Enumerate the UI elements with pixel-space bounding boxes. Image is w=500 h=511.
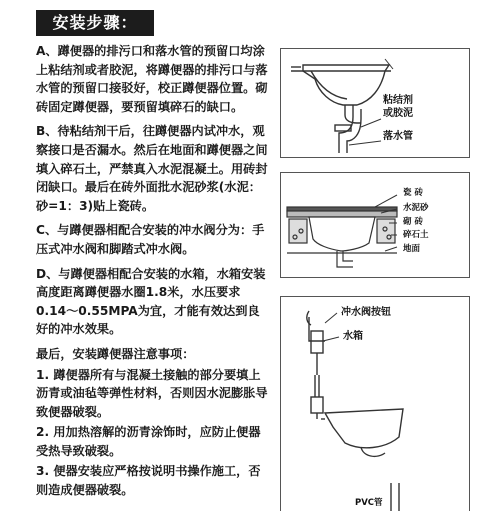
flush-valve-diagram: [281, 297, 469, 511]
label-gravel: 碎石土: [403, 230, 429, 240]
step-c: C、与蹲便器相配合安装的冲水阀分为：手压式冲水阀和脚踏式冲水阀。: [36, 223, 265, 256]
note-item-2: 2. 用加热溶解的沥青涂饰时，应防止便器受热导致破裂。: [36, 425, 261, 458]
label-flush-button: 冲水阀按钮: [341, 307, 391, 318]
label-ground: 地面: [403, 244, 421, 254]
label-drain-pipe: 落水管: [383, 131, 413, 142]
page-title: 安装步骤：: [36, 10, 154, 36]
floor-section-diagram: [281, 173, 469, 277]
label-glue: 粘结剂: [383, 95, 413, 106]
figure-floor-section: [280, 172, 470, 278]
label-glue-2: 或胶泥: [383, 108, 413, 119]
instruction-text: [36, 42, 270, 502]
step-d: D、与蹲便器相配合安装的水箱，水箱安装高度距离蹲便器水圈1.8米，水压要求0.14～0.55MPA为宜，才能有效达到良好的冲水效果。: [36, 266, 266, 337]
label-tile: 瓷 砖: [403, 188, 423, 198]
note-item-1: 1. 蹲便器所有与混凝土接触的部分要填上沥青或油毡等弹性材料，否则因水泥膨胀导致便器破裂。: [36, 367, 268, 419]
step-a: A、蹲便器的排污口和落水管的预留口均涂上粘结剂或者胶泥，将蹲便器的排污口与落水管的预留口接驳好，校正蹲便器位置。砌砖固定蹲便器，要预留填碎石的缺口。: [36, 44, 268, 114]
note-item-3: 3. 便器安装应严格按说明书操作施工，否则造成便器破裂。: [36, 464, 261, 498]
label-brick: 砌 砖: [403, 217, 423, 227]
label-water-tank: 水箱: [343, 331, 363, 342]
notes-heading: 最后，安装蹲便器注意事项：: [36, 346, 195, 361]
label-pvc-pipe: PVC管: [355, 498, 383, 508]
step-b: B、待粘结剂干后，往蹲便器内试冲水，观察接口是否漏水。然后在地面和蹲便器之间填入碎石土，严禁真入水泥混凝土。用砖封闭缺口。最后在砖外面批水泥砂浆(水泥：砂=1：3)贴上瓷砖。: [36, 124, 268, 213]
label-mortar: 水泥砂: [403, 203, 429, 213]
figure-drain-connection: [280, 48, 470, 158]
drain-diagram: [281, 49, 469, 157]
figure-flush-valve: [280, 296, 470, 511]
